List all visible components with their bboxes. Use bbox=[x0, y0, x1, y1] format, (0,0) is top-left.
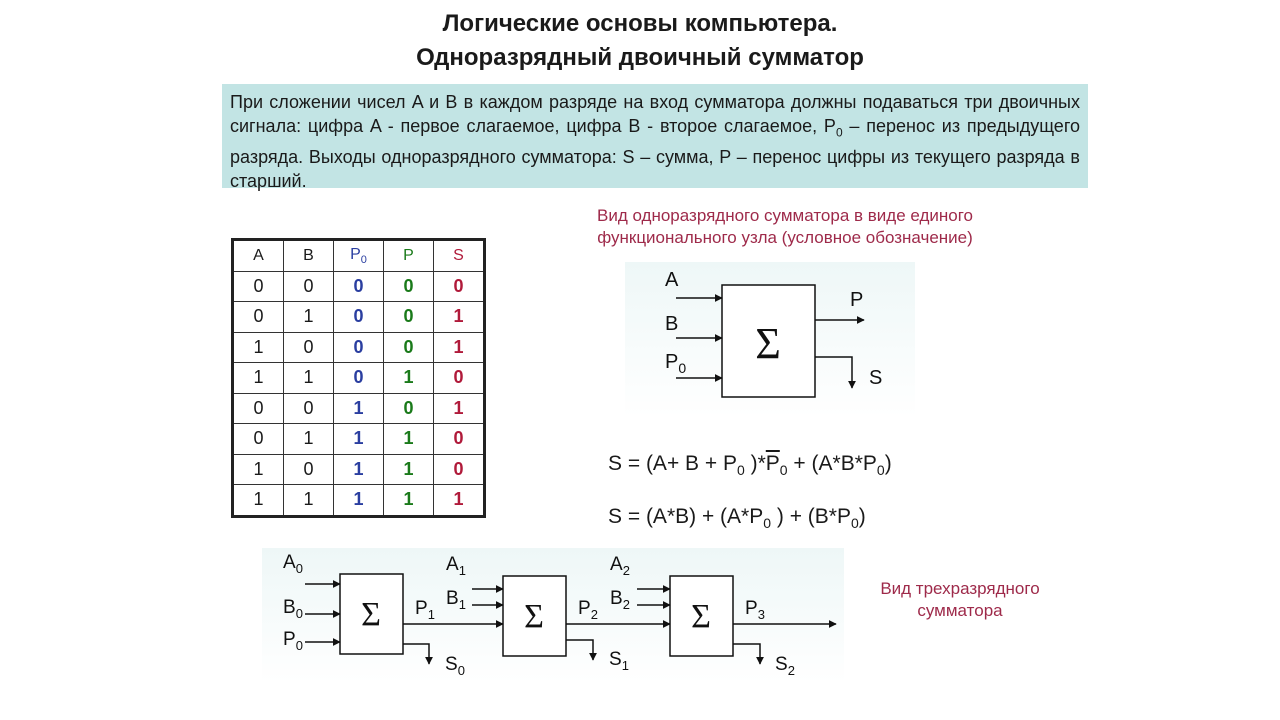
header-a: A bbox=[233, 240, 284, 272]
cell-p0: 1 bbox=[334, 454, 384, 485]
stage0-label-p-main: P bbox=[283, 629, 296, 650]
cell-p: 1 bbox=[384, 485, 434, 517]
formula2-part-a: S = (A*B) + (A*P bbox=[608, 505, 764, 528]
stage1-label-s-sub: 1 bbox=[621, 658, 629, 673]
single-caption-line1: Вид одноразрядного сумматора в виде единого bbox=[596, 206, 974, 225]
stage2-sigma: Σ bbox=[691, 598, 711, 635]
carry-p1-label-main: P bbox=[415, 598, 428, 619]
cell-b: 0 bbox=[284, 271, 334, 302]
cell-p0: 1 bbox=[334, 485, 384, 517]
cell-p0: 0 bbox=[334, 271, 384, 302]
cell-p: 0 bbox=[384, 302, 434, 333]
single-adder-sigma: Σ bbox=[755, 319, 781, 368]
stage2-label-a-main: A bbox=[610, 554, 623, 575]
single-label-b: B bbox=[665, 313, 679, 335]
formula1-part-d: + (A*B*P bbox=[787, 452, 877, 475]
cell-p0: 0 bbox=[334, 302, 384, 333]
stage1-sigma: Σ bbox=[524, 598, 544, 635]
cell-s: 0 bbox=[434, 424, 485, 455]
cell-s: 1 bbox=[434, 302, 485, 333]
stage0-label-s-sub: 0 bbox=[457, 663, 465, 678]
description-text-1: При сложении чисел A и B в каждом разряде на вход сумматора должны подаваться три двоичных сигнала: цифра A - первое слагаемое, цифра B - второе слагаемое, P bbox=[230, 92, 1080, 136]
stage2-label-a-sub: 2 bbox=[622, 563, 630, 578]
cell-s: 1 bbox=[434, 485, 485, 517]
cell-p: 1 bbox=[384, 454, 434, 485]
stage0-label-p-sub: 0 bbox=[295, 638, 303, 653]
cell-p: 1 bbox=[384, 363, 434, 394]
stage2-label-b-sub: 2 bbox=[622, 597, 630, 612]
cell-b: 0 bbox=[284, 332, 334, 363]
triple-caption-line2: сумматора bbox=[917, 601, 1003, 620]
single-label-p: P bbox=[850, 289, 864, 311]
cell-a: 1 bbox=[233, 454, 284, 485]
cell-s: 1 bbox=[434, 332, 485, 363]
header-b: B bbox=[284, 240, 334, 272]
cell-p: 1 bbox=[384, 424, 434, 455]
carry-p1-label-sub: 1 bbox=[427, 607, 435, 622]
stage0-sigma: Σ bbox=[361, 596, 381, 633]
formula1-sub-2: 0 bbox=[779, 462, 788, 479]
cell-p: 0 bbox=[384, 332, 434, 363]
single-label-p0-main: P bbox=[665, 351, 679, 373]
header-s: S bbox=[434, 240, 485, 272]
cell-p0: 1 bbox=[334, 393, 384, 424]
formula2-sub-1: 0 bbox=[763, 515, 772, 532]
cell-p0: 0 bbox=[334, 363, 384, 394]
cell-a: 0 bbox=[233, 424, 284, 455]
cell-p: 0 bbox=[384, 393, 434, 424]
stage1-label-b-main: B bbox=[446, 588, 459, 609]
cell-a: 0 bbox=[233, 271, 284, 302]
header-p0-sub: 0 bbox=[360, 253, 367, 266]
triple-adder bbox=[262, 548, 844, 683]
header-p: P bbox=[384, 240, 434, 272]
cell-s: 1 bbox=[434, 393, 485, 424]
stage1-label-s-main: S bbox=[609, 649, 622, 670]
formula1-part-e: ) bbox=[884, 452, 892, 475]
description-text-2: – перенос из предыдущего разряда. Выходы одноразрядного сумматора: S – сумма, P – перенос цифры из текущего разряда в старший. bbox=[230, 116, 1081, 191]
formula2-sub-2: 0 bbox=[850, 515, 859, 532]
carry-p2-label-sub: 2 bbox=[590, 607, 598, 622]
cell-p0: 0 bbox=[334, 332, 384, 363]
cell-s: 0 bbox=[434, 363, 485, 394]
stage0-label-s-main: S bbox=[445, 654, 458, 675]
description-sub: 0 bbox=[835, 125, 843, 140]
page-subtitle: Одноразрядный двоичный сумматор bbox=[416, 44, 864, 71]
carry-p3-label-main: P bbox=[745, 598, 758, 619]
single-label-s: S bbox=[869, 367, 883, 389]
cell-a: 1 bbox=[233, 332, 284, 363]
cell-a: 0 bbox=[233, 393, 284, 424]
formula1-part-b: )* bbox=[744, 452, 766, 475]
single-label-a: A bbox=[665, 269, 679, 291]
cell-b: 0 bbox=[284, 454, 334, 485]
triple-caption-line1: Вид трехразрядного bbox=[880, 579, 1040, 598]
stage1-label-a-main: A bbox=[446, 554, 459, 575]
single-adder bbox=[625, 262, 915, 417]
formula2-part-c: ) bbox=[858, 505, 866, 528]
formula1-overline-p: $\overline{P}$ bbox=[765, 452, 780, 475]
cell-s: 0 bbox=[434, 454, 485, 485]
single-caption-line2: функционального узла (условное обозначение) bbox=[597, 228, 973, 247]
page-title: Логические основы компьютера. bbox=[442, 10, 838, 37]
stage2-label-s-main: S bbox=[775, 654, 788, 675]
single-label-p0-sub: 0 bbox=[678, 360, 687, 376]
cell-p0: 1 bbox=[334, 424, 384, 455]
cell-b: 1 bbox=[284, 302, 334, 333]
formula1-sub-1: 0 bbox=[736, 462, 745, 479]
cell-a: 1 bbox=[233, 485, 284, 517]
cell-b: 0 bbox=[284, 393, 334, 424]
cell-b: 1 bbox=[284, 424, 334, 455]
cell-p: 0 bbox=[384, 271, 434, 302]
header-p0-text: P bbox=[350, 245, 361, 263]
stage0-label-b-sub: 0 bbox=[295, 606, 303, 621]
stage0-label-b-main: B bbox=[283, 597, 296, 618]
cell-a: 0 bbox=[233, 302, 284, 333]
stage1-label-b-sub: 1 bbox=[458, 597, 466, 612]
formula2-part-b: ) + (B*P bbox=[771, 505, 851, 528]
stage1-label-a-sub: 1 bbox=[458, 563, 466, 578]
stage2-label-b-main: B bbox=[610, 588, 623, 609]
cell-b: 1 bbox=[284, 485, 334, 517]
stage0-label-a-sub: 0 bbox=[295, 561, 303, 576]
carry-p3-label-sub: 3 bbox=[757, 607, 765, 622]
cell-b: 1 bbox=[284, 363, 334, 394]
cell-a: 1 bbox=[233, 363, 284, 394]
cell-s: 0 bbox=[434, 271, 485, 302]
carry-p2-label-main: P bbox=[578, 598, 591, 619]
stage0-label-a-main: A bbox=[283, 552, 296, 573]
stage2-label-s-sub: 2 bbox=[787, 663, 795, 678]
formula1-sub-3: 0 bbox=[876, 462, 885, 479]
formula1-part-a: S = (A+ B + P bbox=[608, 452, 737, 475]
